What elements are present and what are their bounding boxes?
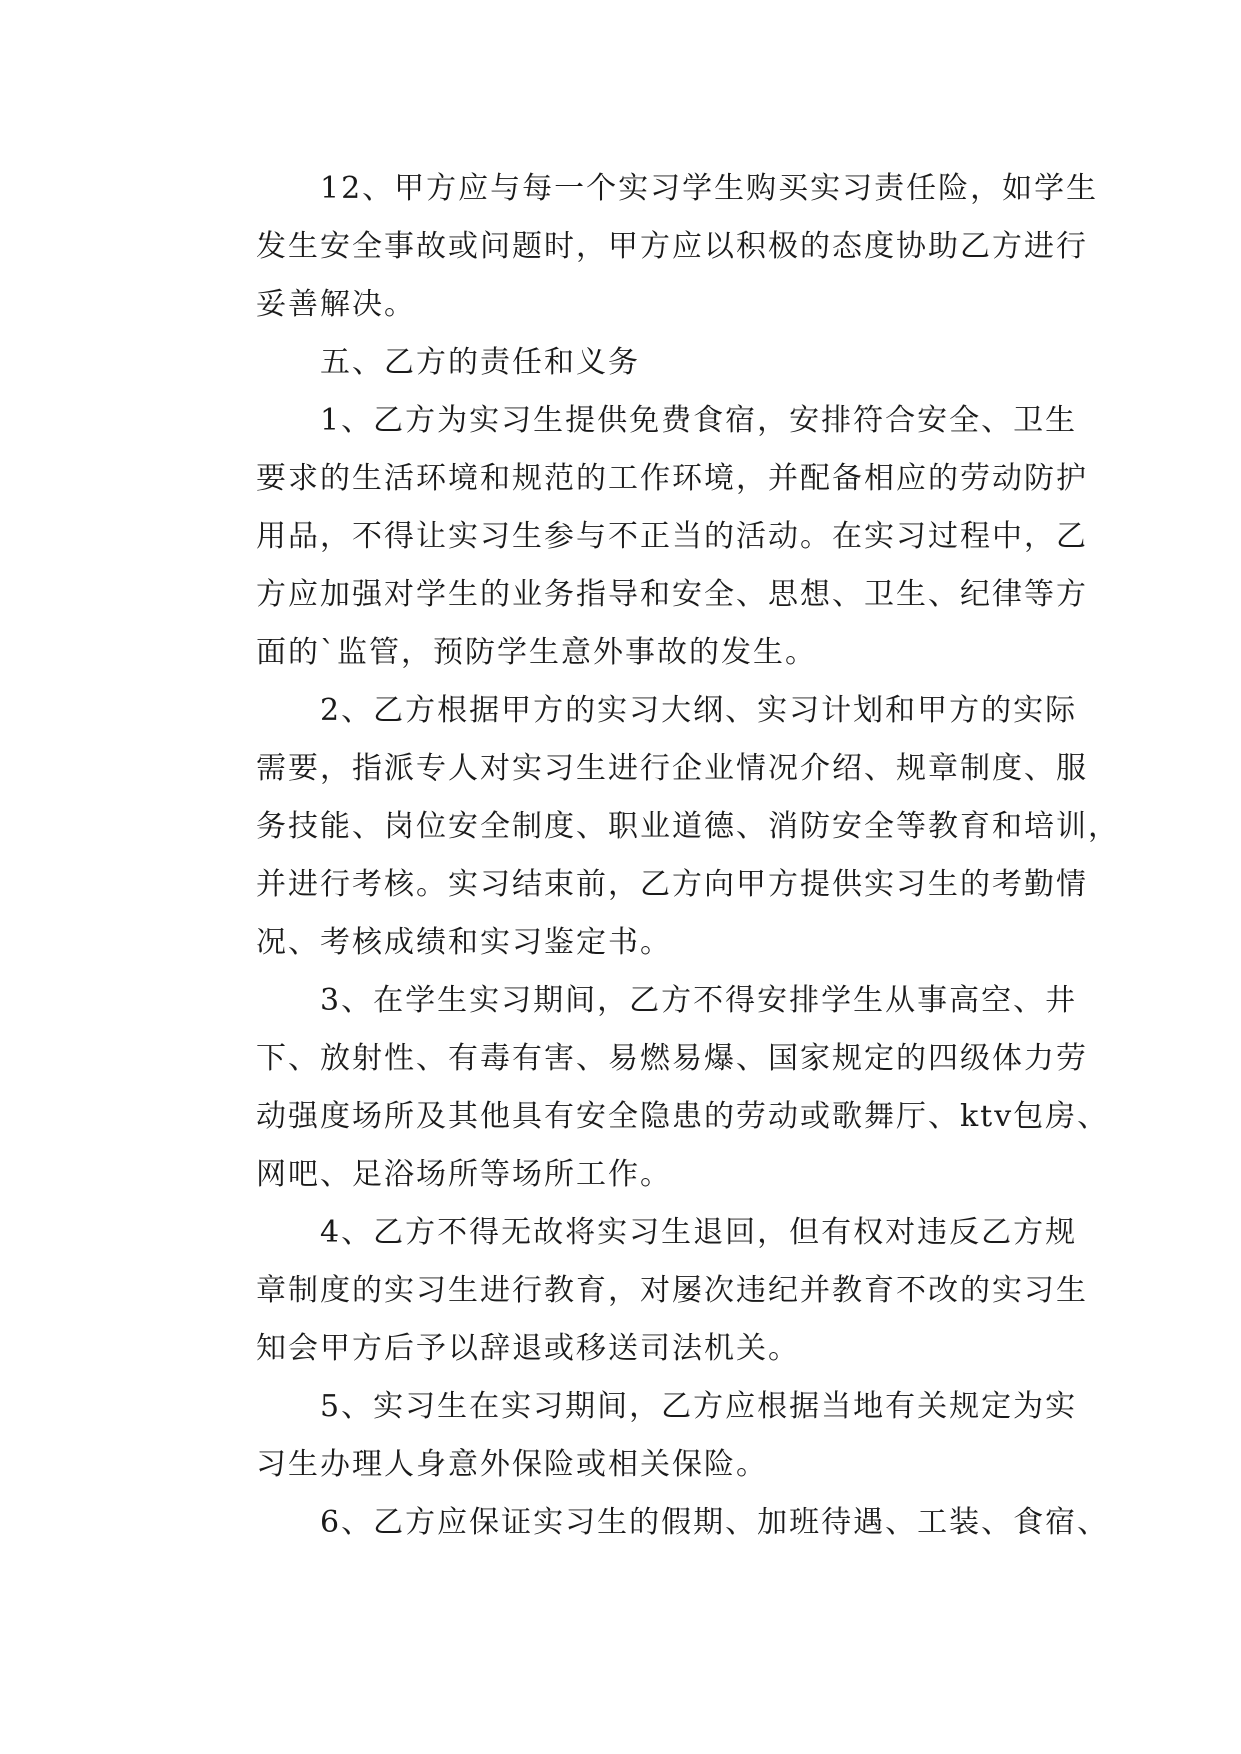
heading-text: 五、乙方的责任和义务 <box>320 345 640 380</box>
text-line: 况、考核成绩和实习鉴定书。 <box>256 925 672 960</box>
text-line: 妥善解决。 <box>256 287 416 322</box>
text-line: 务技能、岗位安全制度、职业道德、消防安全等教育和培训， <box>256 809 1120 844</box>
text-line: 习生办理人身意外保险或相关保险。 <box>256 1447 768 1482</box>
section-heading <box>192 334 1060 392</box>
text-line: 需要，指派专人对实习生进行企业情况介绍、规章制度、服 <box>256 751 1088 786</box>
text-line: 下、放射性、有毒有害、易燃易爆、国家规定的四级体力劳 <box>256 1041 1088 1076</box>
text-line: 6、乙方应保证实习生的假期、加班待遇、工装、食宿、 <box>320 1505 1110 1540</box>
document-body <box>192 160 1120 1552</box>
text-line: 网吧、足浴场所等场所工作。 <box>256 1157 672 1192</box>
text-line: 章制度的实习生进行教育，对屡次违纪并教育不改的实习生 <box>256 1273 1088 1308</box>
text-line: 面的`监管，预防学生意外事故的发生。 <box>256 635 817 670</box>
text-line: 4、乙方不得无故将实习生退回，但有权对违反乙方规 <box>320 1215 1078 1250</box>
paragraph-6 <box>192 1494 1110 1552</box>
paragraph-3 <box>192 972 1110 1204</box>
text-line: 12、甲方应与每一个实习学生购买实习责任险，如学生 <box>320 171 1099 206</box>
text-line: 5、实习生在实习期间，乙方应根据当地有关规定为实 <box>320 1389 1078 1424</box>
paragraph-5 <box>192 1378 1078 1494</box>
paragraph-12 <box>192 160 1099 334</box>
text-line: 3、在学生实习期间，乙方不得安排学生从事高空、井 <box>320 983 1078 1018</box>
text-line: 2、乙方根据甲方的实习大纲、实习计划和甲方的实际 <box>320 693 1078 728</box>
text-line: 动强度场所及其他具有安全隐患的劳动或歌舞厅、ktv包房、 <box>256 1099 1110 1134</box>
text-line: 用品，不得让实习生参与不正当的活动。在实习过程中，乙 <box>256 519 1088 554</box>
text-line: 发生安全事故或问题时，甲方应以积极的态度协助乙方进行 <box>256 229 1088 264</box>
paragraph-2 <box>192 682 1120 972</box>
text-line: 并进行考核。实习结束前，乙方向甲方提供实习生的考勤情 <box>256 867 1088 902</box>
paragraph-4 <box>192 1204 1088 1378</box>
paragraph-1 <box>192 392 1088 682</box>
text-line: 方应加强对学生的业务指导和安全、思想、卫生、纪律等方 <box>256 577 1088 612</box>
text-line: 1、乙方为实习生提供免费食宿，安排符合安全、卫生 <box>320 403 1078 438</box>
text-line: 要求的生活环境和规范的工作环境，并配备相应的劳动防护 <box>256 461 1088 496</box>
text-line: 知会甲方后予以辞退或移送司法机关。 <box>256 1331 800 1366</box>
